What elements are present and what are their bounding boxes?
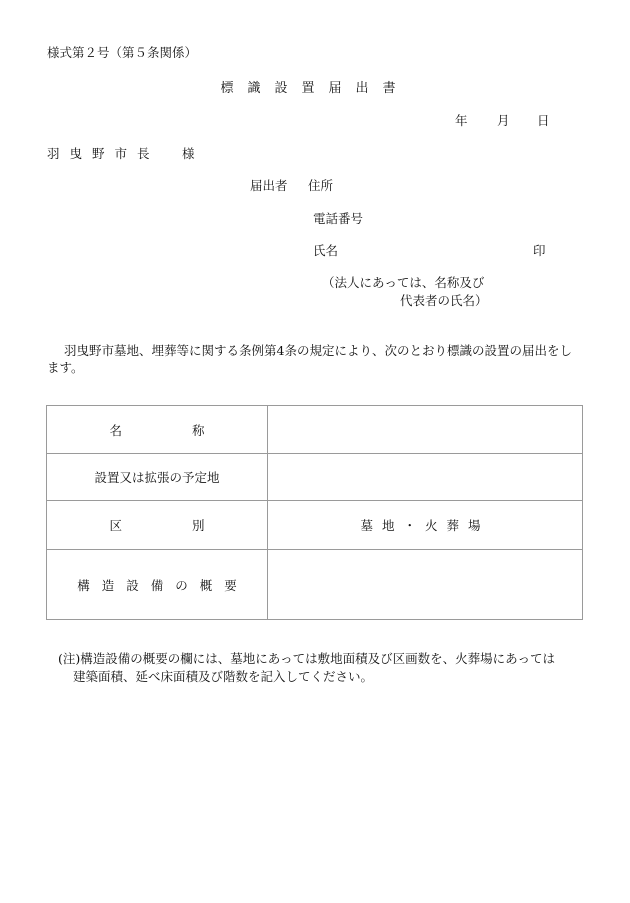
body-text: 羽曳野市墓地、埋葬等に関する条例第4条の規定により、次のとおり標識の設置の届出をします。	[47, 343, 572, 375]
form-number: 様式第２号（第５条関係）	[47, 45, 198, 60]
notification-table	[46, 405, 583, 620]
date-year-label: 年	[455, 113, 468, 128]
table-label-cell	[47, 406, 275, 454]
row-label-name: 名称	[109, 422, 275, 438]
date-month-label: 月	[497, 113, 510, 128]
table-row	[47, 406, 583, 454]
row-label-classification: 区別	[109, 518, 275, 533]
corporate-note-line1: （法人にあっては、名称及び	[322, 275, 485, 290]
classification-value-cell	[268, 501, 583, 550]
document-title: 標識設置届出書	[220, 81, 410, 96]
table-row	[47, 454, 583, 501]
table-label-cell	[47, 550, 268, 620]
table-row	[47, 550, 583, 620]
applicant-label: 届出者	[250, 178, 288, 193]
facility-summary-value-cell[interactable]	[268, 550, 583, 620]
classification-value: 墓地・火葬場	[360, 518, 490, 533]
seal-mark: 印	[533, 243, 546, 258]
site-value-cell[interactable]	[268, 454, 583, 501]
row-label-site: 設置又は拡張の予定地	[94, 470, 220, 485]
phone-label: 電話番号	[313, 211, 364, 226]
name-value-cell[interactable]	[268, 406, 583, 454]
footnote-line2: 建築面積、延べ床面積及び階数を記入してください。	[73, 669, 374, 684]
name-label: 氏名	[313, 243, 339, 258]
addressee: 羽曳野市長 様	[47, 146, 205, 161]
table-label-cell	[47, 501, 275, 550]
corporate-note-line2: 代表者の氏名）	[400, 293, 488, 308]
row-label-facility-summary: 構造設備の概要	[77, 577, 249, 593]
address-label: 住所	[308, 178, 334, 193]
table-row	[47, 501, 583, 550]
table-label-cell	[47, 454, 268, 501]
date-day-label: 日	[537, 113, 550, 128]
footnote-line1: (注)構造設備の概要の欄には、墓地にあっては敷地面積及び区画数を、火葬場にあっては	[58, 651, 556, 666]
